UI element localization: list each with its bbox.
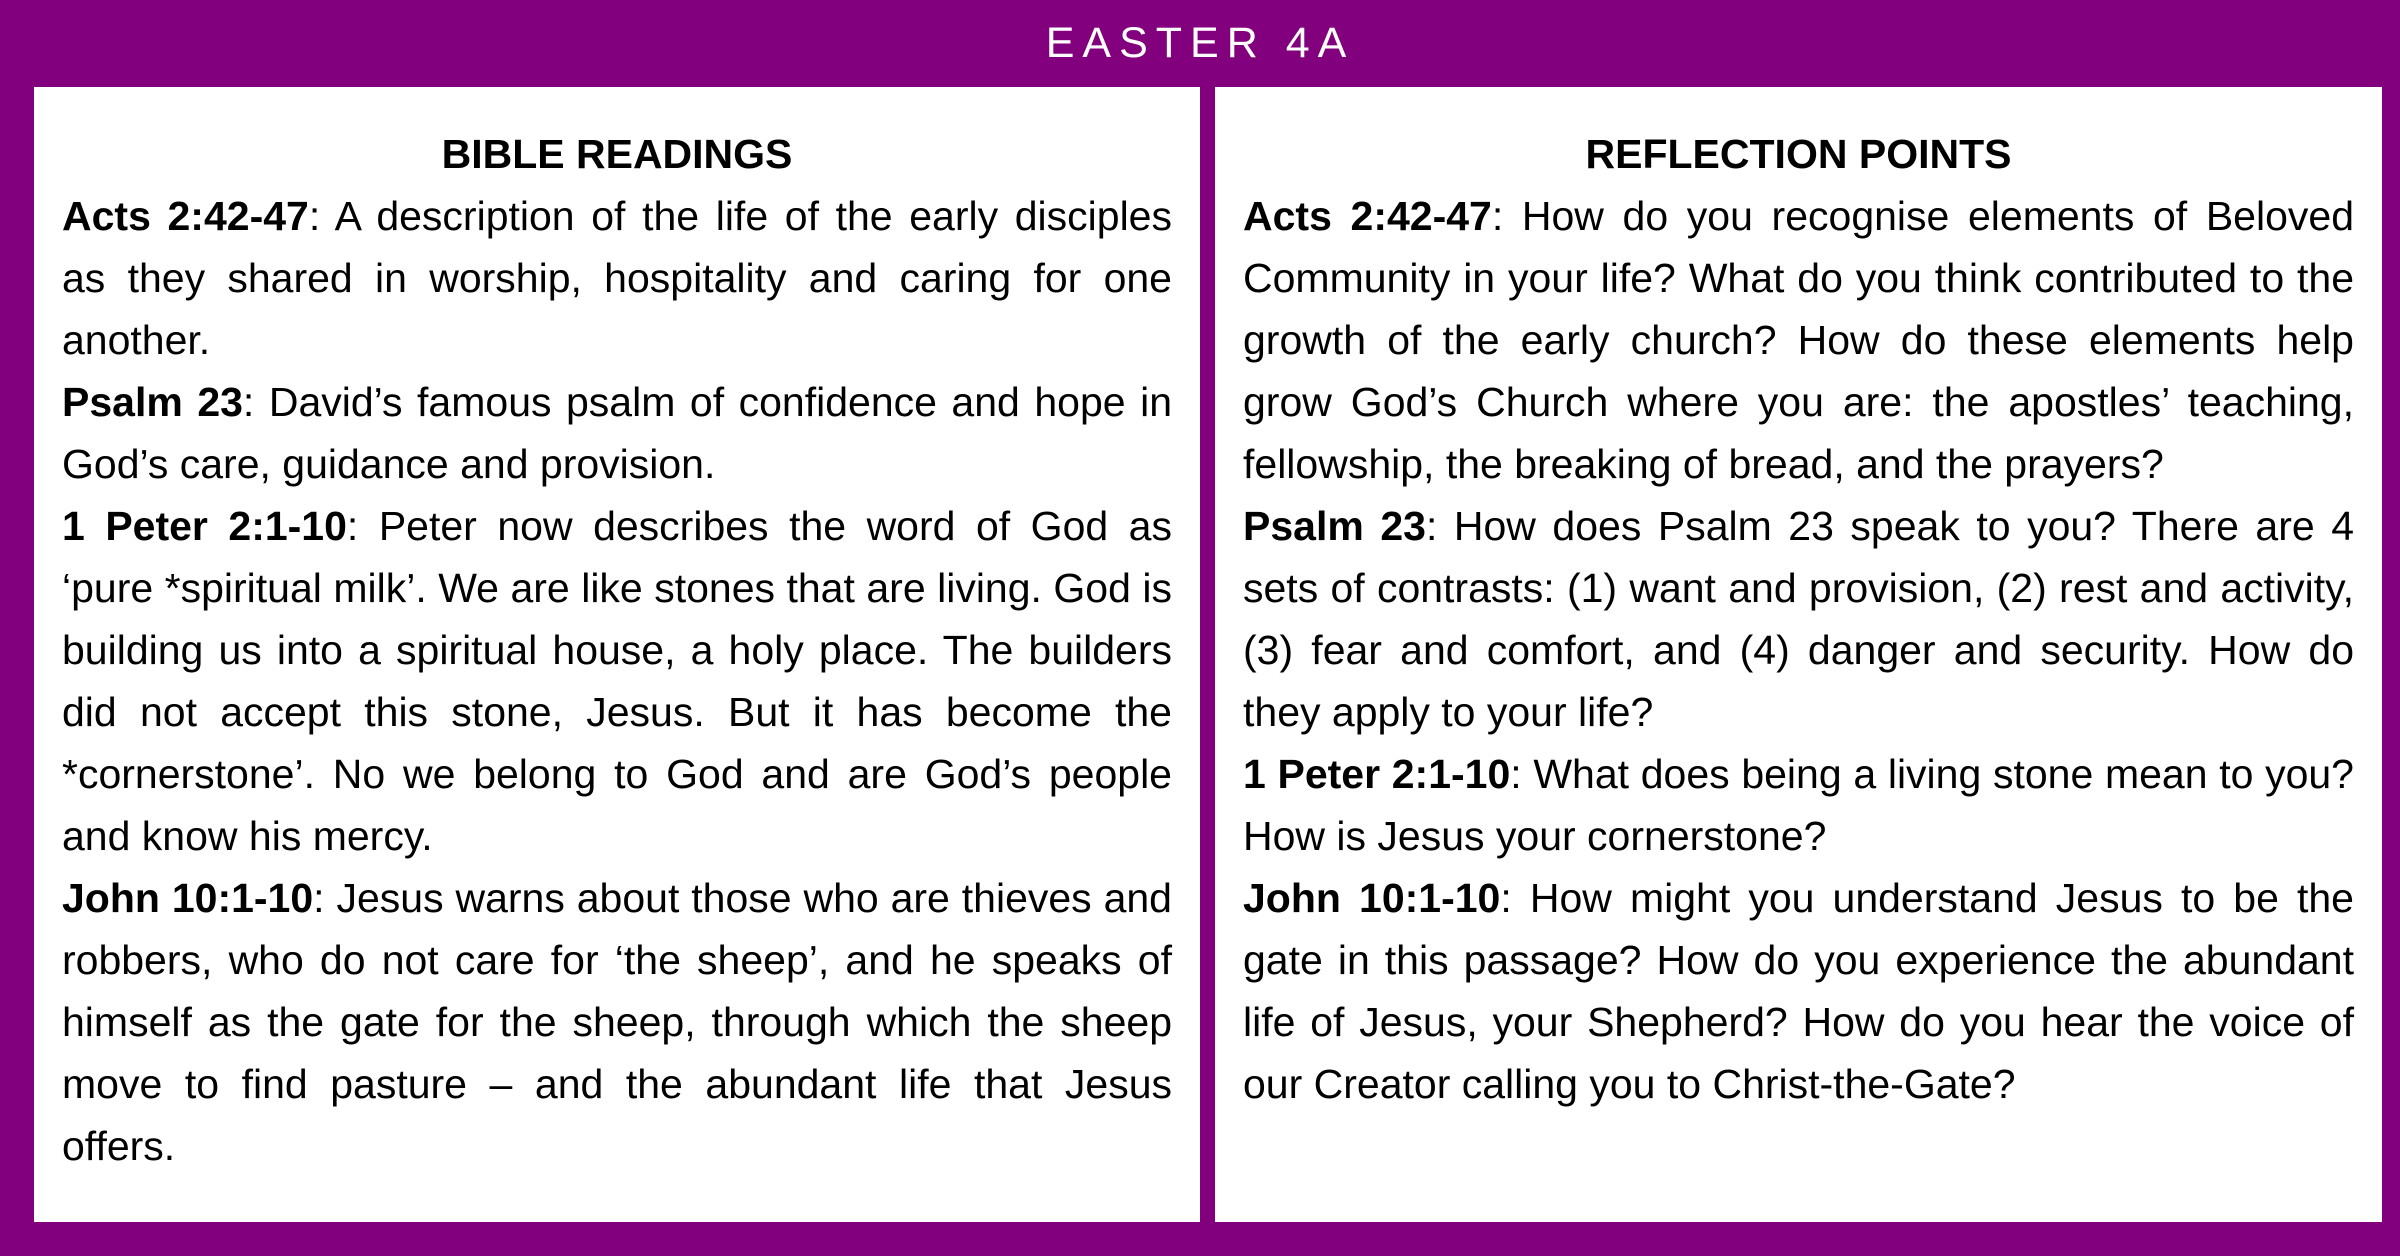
reflection-ref: Acts 2:42-47	[1243, 193, 1492, 239]
reading-text: : David’s famous psalm of confidence and hope in God’s care, guidance and provision.	[62, 379, 1172, 487]
reflection-entry-psalm	[1243, 495, 2354, 743]
reflection-points-panel	[1215, 87, 2382, 1222]
reading-text: : Jesus warns about those who are thieves and robbers, who do not care for ‘the sheep’, and he speaks of himself as the gate for the sheep, through which the sheep move to find pasture – and the abundant life that Jesus offers.	[62, 875, 1172, 1169]
reading-ref: Acts 2:42-47	[62, 193, 309, 239]
reflection-text: : How does Psalm 23 speak to you? There are 4 sets of contrasts: (1) want and provision, (2) rest and activity, (3) fear and comfort, and (4) danger and security. How do they apply to your life?	[1243, 503, 2354, 735]
reading-ref: John 10:1-10	[62, 875, 314, 921]
reflection-ref: John 10:1-10	[1243, 875, 1501, 921]
reading-ref: Psalm 23	[62, 379, 243, 425]
bible-readings-heading: BIBLE READINGS	[441, 131, 793, 177]
reflection-entry-peter	[1243, 743, 2354, 867]
reflection-ref: Psalm 23	[1243, 503, 1426, 549]
reflection-ref: 1 Peter 2:1-10	[1243, 751, 1511, 797]
bible-readings-panel	[34, 87, 1200, 1222]
title-banner	[0, 0, 2400, 86]
reflection-text: : How might you understand Jesus to be the gate in this passage? How do you experience the abundant life of Jesus, your Shepherd? How do you hear the voice of our Creator calling you to Christ-the-Gate?	[1243, 875, 2354, 1107]
reflection-points-heading: REFLECTION POINTS	[1585, 131, 2012, 177]
reading-text: : Peter now describes the word of God as ‘pure *spiritual milk’. We are like stones that are living. God is building us into a spiritual house, a holy place. The builders did not accept this stone, Jesus. But it has become the *cornerstone’. No we belong to God and are God’s people and know his mercy.	[62, 503, 1172, 859]
page-title: EASTER 4A	[1045, 18, 1355, 67]
reflection-text: : How do you recognise elements of Beloved Community in your life? What do you think contributed to the growth of the early church? How do these elements help grow God’s Church where you are: the apostles’ teaching, fellowship, the breaking of bread, and the prayers?	[1243, 193, 2354, 487]
reading-entry-john	[62, 867, 1172, 1177]
reading-text: : A description of the life of the early disciples as they shared in worship, hospitality and caring for one another.	[62, 193, 1172, 363]
reading-entry-peter	[62, 495, 1172, 867]
reflection-entry-john	[1243, 867, 2354, 1115]
reading-entry-psalm	[62, 371, 1172, 495]
reflection-entry-acts	[1243, 185, 2354, 495]
reading-ref: 1 Peter 2:1-10	[62, 503, 347, 549]
reading-entry-acts	[62, 185, 1172, 371]
reflection-text: : What does being a living stone mean to you? How is Jesus your cornerstone?	[1243, 751, 2354, 859]
